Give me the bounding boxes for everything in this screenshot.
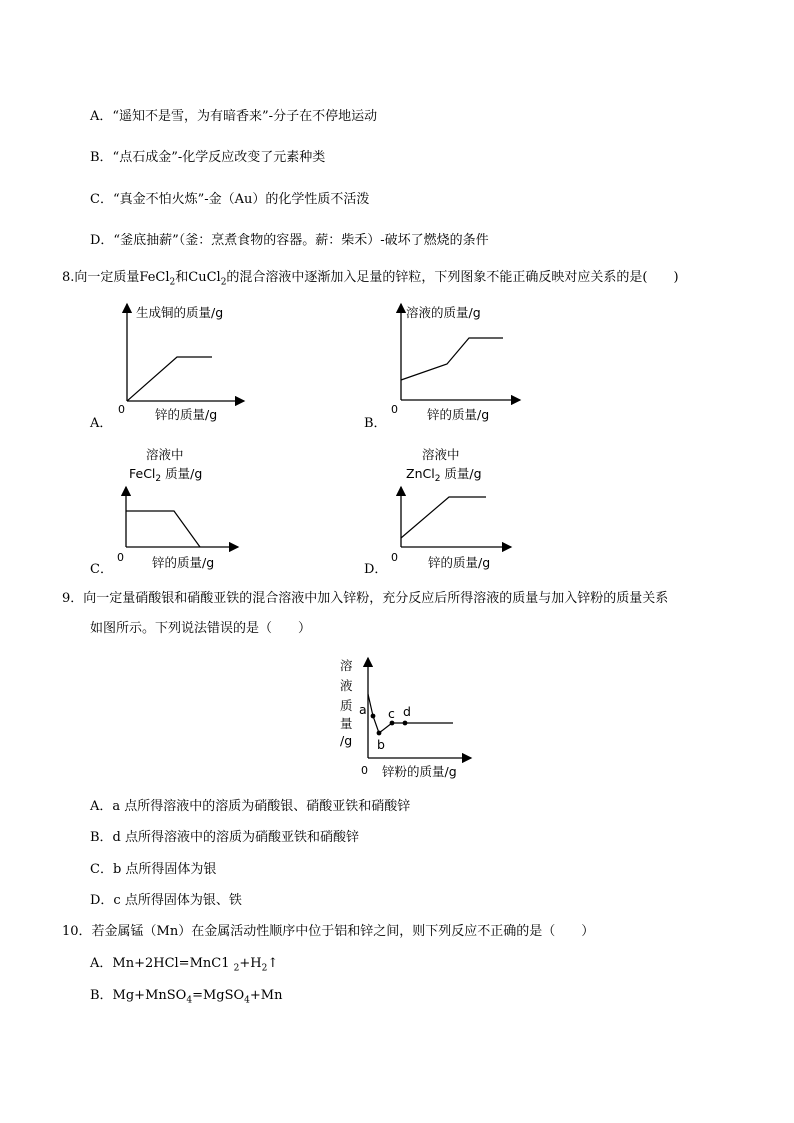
q9-option-d: D．c 点所得固体为银、铁 [90,893,242,908]
x-label: 锌的质量/g [155,407,218,422]
q8-graph-b-label: B． [364,416,387,431]
y-label: 溶液的质量/g [406,305,481,320]
origin-label: 0 [361,764,368,777]
origin-label: 0 [391,403,398,416]
q8-stem: 8.向一定质量FeCl$_2$和CuCl$_2$的混合溶液中逐渐加入足量的锌粒，下列图象不能正确反映对应关系的是( ) [62,270,679,288]
point-c [390,721,395,726]
q10-stem: 10．若金属锰（Mn）在金属活动性顺序中位于铝和锌之间，则下列反应不正确的是（ ） [62,924,595,939]
y-label-line1: 溶液中 [146,447,184,462]
origin-label: 0 [391,551,398,564]
y-label: 生成铜的质量/g [136,305,224,320]
q9-graph [335,650,485,785]
point-d-label: d [403,704,411,719]
x-label: 锌的质量/g [152,555,215,570]
q8-graph-b [385,300,525,430]
curve [126,511,200,547]
q8-graph-c-label: C． [90,562,113,577]
curve [127,357,212,401]
q8-graph-a-label: A． [90,416,113,431]
q10-option-a: A．Mn+2HCl=MnC1 $_2+H_2↑$ [90,956,279,974]
q7-option-b: B．“点石成金”-化学反应改变了元素种类 [90,150,326,165]
q10-option-b: B．Mg+MnSO$_4$=MgSO$_4$+Mn [90,988,283,1006]
x-label: 锌的质量/g [427,407,490,422]
y-label-line1: 溶液中 [422,447,460,462]
y-label-1: 溶 [340,658,353,673]
y-label-3: 质 [340,698,353,713]
q7-option-a: A．“遥知不是雪，为有暗香来”-分子在不停地运动 [90,109,378,124]
q9-option-b: B．d 点所得溶液中的溶质为硝酸亚铁和硝酸锌 [90,830,360,845]
curve [401,338,503,380]
origin-label: 0 [118,403,125,416]
y-label-5: /g [340,733,353,748]
q8-graph-d [385,443,525,578]
point-a-label: a [359,702,367,717]
point-a [371,714,376,719]
point-c-label: c [388,706,395,721]
x-label: 锌粉的质量/g [382,764,457,779]
q8-graph-a [110,300,250,430]
origin-label: 0 [117,551,124,564]
curve [401,497,486,538]
q8-graph-c [110,443,250,578]
point-b [377,731,382,736]
y-label-2: 液 [340,678,353,693]
point-d [403,721,408,726]
q8-graph-d-label: D． [364,562,388,577]
point-b-label: b [377,737,385,752]
x-label: 锌的质量/g [428,555,491,570]
q9-stem-line1: 9．向一定量硝酸银和硝酸亚铁的混合溶液中加入锌粉，充分反应后所得溶液的质量与加入锌粉的质量关系 [62,591,669,606]
q7-option-d: D．“釜底抽薪”（釜：烹煮食物的容器。薪：柴禾）-破坏了燃烧的条件 [90,233,489,248]
y-label-line2: ZnCl$_2$ 质量/g [406,466,482,484]
y-label-4: 量 [340,716,353,731]
q7-option-c: C．“真金不怕火炼”-金（Au）的化学性质不活泼 [90,192,370,207]
q9-stem-line2: 如图所示。下列说法错误的是（ ） [90,621,312,636]
q9-option-c: C．b 点所得固体为银 [90,862,217,877]
q9-option-a: A．a 点所得溶液中的溶质为硝酸银、硝酸亚铁和硝酸锌 [90,799,411,814]
y-label-line2: FeCl$_2$ 质量/g [129,466,203,484]
